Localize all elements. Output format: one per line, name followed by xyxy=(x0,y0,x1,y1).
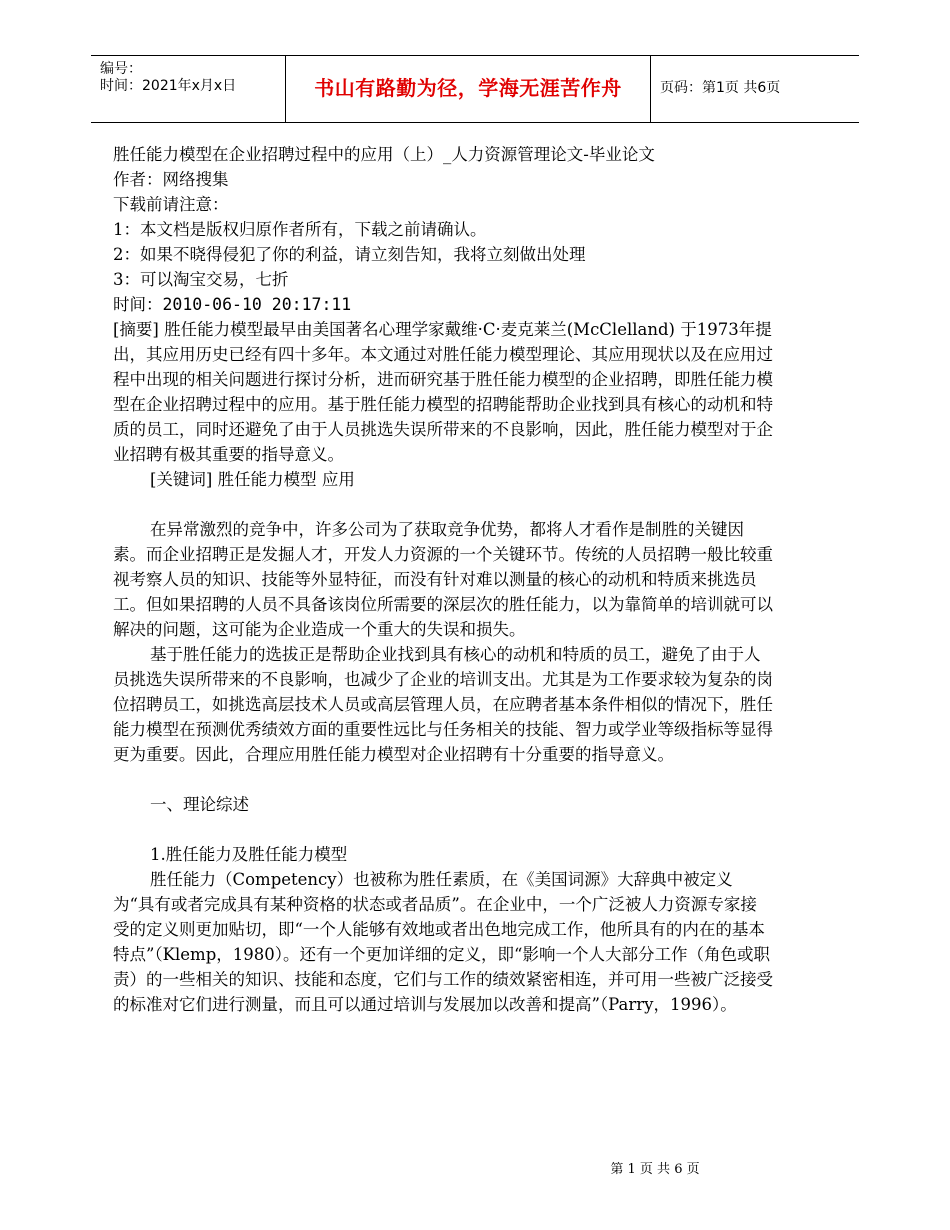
spacer xyxy=(113,767,773,792)
document-timestamp: 时间：2010-06-10 20:17:11 xyxy=(113,295,352,314)
body-paragraph-1: 在异常激烈的竞争中，许多公司为了获取竞争优势，都将人才看作是制胜的关键因素。而企业招聘正是发掘人才，开发人力资源的一个关键环节。传统的人员招聘一般比较重视考察人员的知识、技能等外显特征，而没有针对难以测量的核心的动机和特质来挑选员工。但如果招聘的人员不具备该岗位所需要的深层次的胜任能力，以为靠简单的培训就可以解决的问题，这可能为企业造成一个重大的失误和损失。 xyxy=(113,520,773,639)
notice-item-2: 2：如果不晓得侵犯了你的利益，请立刻告知，我将立刻做出处理 xyxy=(113,245,586,264)
header-table xyxy=(91,55,859,123)
document-number-label: 编号： xyxy=(100,61,142,77)
footer-page-number: 第 1 页 共 6 页 xyxy=(610,1162,700,1177)
notice-item-1: 1：本文档是版权归原作者所有，下载之前请确认。 xyxy=(113,220,487,239)
document-author: 作者：网络搜集 xyxy=(113,170,229,189)
spacer xyxy=(113,817,773,842)
keywords-line: [关键词] 胜任能力模型 应用 xyxy=(150,470,355,489)
header-motto-cell xyxy=(286,56,651,122)
section-heading-1: 一、理论综述 xyxy=(150,795,249,814)
header-page-cell xyxy=(651,56,859,122)
document-body xyxy=(113,142,773,1017)
notice-heading: 下载前请注意： xyxy=(113,195,229,214)
spacer xyxy=(113,492,773,517)
body-paragraph-2: 基于胜任能力的选拔正是帮助企业找到具有核心的动机和特质的员工，避免了由于人员挑选失误所带来的不良影响，也减少了企业的培训支出。尤其是为工作要求较为复杂的岗位招聘员工，如挑选高层技术人员或高层管理人员，在应聘者基本条件相似的情况下，胜任能力模型在预测优秀绩效方面的重要性远比与任务相关的技能、智力或学业等级指标等显得更为重要。因此，合理应用胜任能力模型对企业招聘有十分重要的指导意义。 xyxy=(113,645,773,764)
header-motto: 书山有路勤为径，学海无涯苦作舟 xyxy=(314,76,622,100)
header-meta-cell xyxy=(91,56,286,122)
subsection-heading-1: 1.胜任能力及胜任能力模型 xyxy=(150,845,348,864)
document-title: 胜任能力模型在企业招聘过程中的应用（上）_人力资源管理论文-毕业论文 xyxy=(113,145,655,164)
body-paragraph-3: 胜任能力（Competency）也被称为胜任素质，在《美国词源》大辞典中被定义为“具有或者完成具有某种资格的状态或者品质”。在企业中，一个广泛被人力资源专家接受的定义则更加贴切，即“一个人能够有效地或者出色地完成工作，他所具有的内在的基本特点”（Klemp，1980）。还有一个更加详细的定义，即“影响一个人大部分工作（角色或职责）的一些相关的知识、技能和态度，它们与工作的绩效紧密相连，并可用一些被广泛接受的标准对它们进行测量，而且可以通过培训与发展加以改善和提高”（Parry，1996）。 xyxy=(113,870,773,1014)
notice-item-3: 3：可以淘宝交易，七折 xyxy=(113,270,289,289)
document-time-label: 时间：2021年x月x日 xyxy=(100,78,237,94)
abstract-paragraph: [摘要] 胜任能力模型最早由美国著名心理学家戴维·C·麦克莱兰(McClelland) 于1973年提出，其应用历史已经有四十多年。本文通过对胜任能力模型理论、其应用现状以及在应用过程中出现的相关问题进行探讨分析，进而研究基于胜任能力模型的企业招聘，即胜任能力模型在企业招聘过程中的应用。基于胜任能力模型的招聘能帮助企业找到具有核心的动机和特质的员工，同时还避免了由于人员挑选失误所带来的不良影响，因此，胜任能力模型对于企业招聘有极其重要的指导意义。 xyxy=(113,320,773,464)
header-page-info: 页码：第1页 共6页 xyxy=(660,80,781,96)
page-footer xyxy=(0,1158,950,1177)
